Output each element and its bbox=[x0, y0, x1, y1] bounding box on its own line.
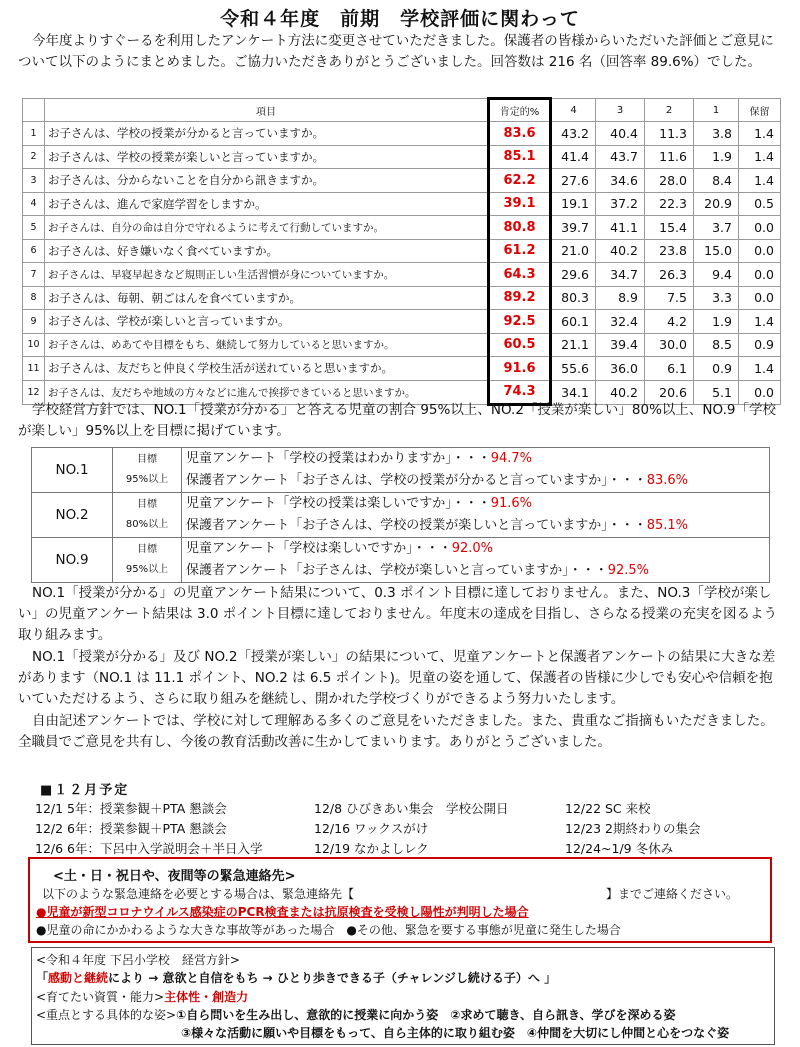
parent-survey-result bbox=[186, 560, 769, 582]
row-number: 12 bbox=[23, 380, 45, 405]
positive-percent: 80.8 bbox=[489, 216, 551, 240]
goal-target-label: 目標 bbox=[137, 499, 157, 510]
policy-focus bbox=[36, 1006, 676, 1023]
schedule-item: 12/1 5年：授業参観＋PTA 懇談会 bbox=[35, 801, 227, 816]
table-row bbox=[23, 310, 781, 334]
value-3: 36.0 bbox=[596, 357, 645, 381]
positive-percent: 85.1 bbox=[489, 145, 551, 169]
value-2: 7.5 bbox=[645, 286, 694, 310]
goal-number: NO.9 bbox=[32, 538, 113, 583]
value-1: 8.5 bbox=[694, 333, 739, 357]
table-row bbox=[23, 333, 781, 357]
parent-survey-value: 92.5% bbox=[607, 563, 650, 578]
value-1: 15.0 bbox=[694, 239, 739, 263]
table-row bbox=[23, 145, 781, 169]
value-1: 3.8 bbox=[694, 122, 739, 146]
value-2: 22.3 bbox=[645, 192, 694, 216]
table-row bbox=[23, 122, 781, 146]
emergency-contact-box bbox=[28, 857, 772, 943]
row-number: 5 bbox=[23, 216, 45, 240]
goal-number: NO.2 bbox=[32, 493, 113, 538]
emergency-line: 以下のような緊急連絡を必要とする場合は、緊急連絡先【 bbox=[42, 887, 355, 901]
question-text: お子さんは、進んで家庭学習をしますか。 bbox=[45, 192, 489, 216]
goal-target-value: 95%以上 bbox=[125, 474, 169, 485]
value-3: 34.7 bbox=[596, 263, 645, 287]
value-1: 9.4 bbox=[694, 263, 739, 287]
value-3: 32.4 bbox=[596, 310, 645, 334]
value-hold: 0.0 bbox=[739, 263, 781, 287]
header-2: 2 bbox=[645, 99, 694, 122]
value-hold: 0.5 bbox=[739, 192, 781, 216]
goal-target bbox=[113, 448, 182, 493]
emergency-item-covid: ●児童が新型コロナウイルス感染症のPCR検査または抗原検査を受検し陽性が判明した場合 bbox=[36, 905, 529, 919]
row-number: 9 bbox=[23, 310, 45, 334]
value-2: 26.3 bbox=[645, 263, 694, 287]
header-positive: 肯定的% bbox=[489, 99, 551, 122]
value-1: 8.4 bbox=[694, 169, 739, 193]
parent-survey-text: 保護者アンケート「お子さんは、学校の授業が分かると言っていますか」・・・ bbox=[186, 473, 647, 488]
value-3: 8.9 bbox=[596, 286, 645, 310]
schedule-item: 12/24~1/9 冬休み bbox=[565, 841, 674, 856]
positive-percent: 39.1 bbox=[489, 192, 551, 216]
child-survey-result bbox=[186, 538, 769, 560]
value-2: 6.1 bbox=[645, 357, 694, 381]
goal-results bbox=[182, 538, 770, 583]
value-1: 3.3 bbox=[694, 286, 739, 310]
question-text: お子さんは、毎朝、朝ごはんを食べていますか。 bbox=[45, 286, 489, 310]
child-survey-result bbox=[186, 493, 769, 515]
row-number: 8 bbox=[23, 286, 45, 310]
value-hold: 0.0 bbox=[739, 239, 781, 263]
value-3: 34.6 bbox=[596, 169, 645, 193]
positive-percent: 64.3 bbox=[489, 263, 551, 287]
table-row bbox=[23, 357, 781, 381]
schedule-item: 12/8 ひびきあい集会 学校公開日 bbox=[314, 801, 509, 816]
policy-motto bbox=[36, 969, 556, 986]
value-3: 40.4 bbox=[596, 122, 645, 146]
schedule-title: ■１２月予定 bbox=[40, 783, 130, 798]
question-text: お子さんは、好き嫌いなく食べていますか。 bbox=[45, 239, 489, 263]
header-3: 3 bbox=[596, 99, 645, 122]
policy-focus-2 bbox=[181, 1024, 729, 1041]
value-hold: 1.4 bbox=[739, 145, 781, 169]
goal-result-paragraph: NO.1「授業が分かる」の児童アンケート結果について、0.3 ポイント目標に達しておりません。また、NO.3「学校が楽しい」の児童アンケート結果は 3.0 ポイント目標に達しておりません。年度末の達成を目指し、さらなる授業の充実を図るよう取り組みます。 bbox=[18, 585, 778, 643]
question-text: お子さんは、学校が楽しいと言っていますか。 bbox=[45, 310, 489, 334]
child-survey-result bbox=[186, 448, 769, 470]
value-hold: 0.0 bbox=[739, 380, 781, 405]
value-3: 43.7 bbox=[596, 145, 645, 169]
gap-paragraph: NO.1「授業が分かる」及び NO.2「授業が楽しい」の結果について、児童アンケートと保護者アンケートの結果に大きな差があります（NO.1 は 11.1 ポイント、NO.2 は 6.5 ポイント)。児童の姿を通して、保護者の皆様に少しでも安心や信頼を抱いていただけるよう、さらに取り組みを継続し、開かれた学校づくりができるよう努力いたします。 bbox=[18, 649, 776, 707]
row-number: 3 bbox=[23, 169, 45, 193]
value-2: 23.8 bbox=[645, 239, 694, 263]
schedule-item: 12/6 6年：下呂中入学説明会＋半日入学 bbox=[35, 841, 263, 856]
value-1: 3.7 bbox=[694, 216, 739, 240]
focus-label: <重点とする具体的な姿> bbox=[36, 1008, 177, 1022]
row-number: 11 bbox=[23, 357, 45, 381]
parent-survey-result bbox=[186, 515, 769, 537]
value-4: 41.4 bbox=[551, 145, 596, 169]
page-title: 令和４年度 前期 学校評価に関わって bbox=[220, 8, 580, 30]
header-4: 4 bbox=[551, 99, 596, 122]
goal-row bbox=[32, 448, 770, 493]
goal-target-value: 95%以上 bbox=[125, 564, 169, 575]
value-2: 30.0 bbox=[645, 333, 694, 357]
table-row bbox=[23, 216, 781, 240]
value-4: 39.7 bbox=[551, 216, 596, 240]
motto-highlight: 感動と継続 bbox=[48, 971, 109, 985]
policy-heading: <令和４年度 下呂小学校 経営方針> bbox=[36, 953, 240, 967]
value-3: 40.2 bbox=[596, 239, 645, 263]
value-hold: 0.9 bbox=[739, 333, 781, 357]
value-hold: 0.0 bbox=[739, 286, 781, 310]
positive-percent: 62.2 bbox=[489, 169, 551, 193]
header-1: 1 bbox=[694, 99, 739, 122]
child-survey-value: 91.6% bbox=[490, 496, 533, 511]
value-4: 80.3 bbox=[551, 286, 596, 310]
question-text: お子さんは、早寝早起きなど規則正しい生活習慣が身についていますか。 bbox=[45, 263, 489, 287]
value-4: 19.1 bbox=[551, 192, 596, 216]
positive-percent: 74.3 bbox=[489, 380, 551, 405]
motto-rest: により → 意欲と自信をもち → ひとり歩きできる子（チャレンジし続ける子）へ 」 bbox=[108, 971, 557, 985]
value-hold: 1.4 bbox=[739, 310, 781, 334]
value-2: 4.2 bbox=[645, 310, 694, 334]
abilities-label: <育てたい資質・能力> bbox=[36, 990, 165, 1004]
value-2: 11.6 bbox=[645, 145, 694, 169]
goal-target-label: 目標 bbox=[137, 454, 157, 465]
parent-survey-result bbox=[186, 470, 769, 492]
question-text: お子さんは、学校の授業が楽しいと言っていますか。 bbox=[45, 145, 489, 169]
positive-percent: 60.5 bbox=[489, 333, 551, 357]
question-text: お子さんは、分からないことを自分から訊きますか。 bbox=[45, 169, 489, 193]
value-1: 1.9 bbox=[694, 145, 739, 169]
focus-text-2: ③様々な活動に願いや目標をもって、自ら主体的に取り組む姿 ④仲間を大切にし仲間と心をつなぐ姿 bbox=[181, 1026, 730, 1040]
value-1: 5.1 bbox=[694, 380, 739, 405]
value-hold: 1.4 bbox=[739, 122, 781, 146]
value-4: 27.6 bbox=[551, 169, 596, 193]
child-survey-text: 児童アンケート「学校の授業は楽しいですか」・・・ bbox=[186, 496, 491, 511]
question-text: お子さんは、友だちや地域の方々などに進んで挨拶できていると思いますか。 bbox=[45, 380, 489, 405]
value-2: 15.4 bbox=[645, 216, 694, 240]
value-2: 28.0 bbox=[645, 169, 694, 193]
value-hold: 0.0 bbox=[739, 216, 781, 240]
value-2: 20.6 bbox=[645, 380, 694, 405]
positive-percent: 83.6 bbox=[489, 122, 551, 146]
goal-row bbox=[32, 493, 770, 538]
survey-results-table bbox=[22, 97, 781, 406]
free-comment-paragraph: 自由記述アンケートでは、学校に対して理解ある多くのご意見をいただきました。また、貴重なご指摘もいただきました。全職員でご意見を共有し、今後の教育活動改善に生かしてまいります。ありがとうございました。 bbox=[18, 713, 774, 750]
child-survey-text: 児童アンケート「学校の授業はわかりますか」・・・ bbox=[186, 451, 491, 466]
school-policy-box bbox=[31, 947, 775, 1045]
table-row bbox=[23, 169, 781, 193]
goal-target-label: 目標 bbox=[137, 544, 157, 555]
policy-abilities bbox=[36, 988, 248, 1005]
value-3: 40.2 bbox=[596, 380, 645, 405]
value-4: 34.1 bbox=[551, 380, 596, 405]
value-3: 37.2 bbox=[596, 192, 645, 216]
positive-percent: 91.6 bbox=[489, 357, 551, 381]
goal-row bbox=[32, 538, 770, 583]
value-1: 20.9 bbox=[694, 192, 739, 216]
value-1: 0.9 bbox=[694, 357, 739, 381]
header-hold: 保留 bbox=[739, 99, 781, 122]
question-text: お子さんは、自分の命は自分で守れるように考えて行動していますか。 bbox=[45, 216, 489, 240]
emergency-line-end: 】までご連絡ください。 bbox=[606, 887, 739, 901]
positive-percent: 61.2 bbox=[489, 239, 551, 263]
header-no bbox=[23, 99, 45, 122]
row-number: 1 bbox=[23, 122, 45, 146]
focus-text: ①自ら問いを生み出し、意欲的に授業に向かう姿 ②求めて聴き、自ら訊き、学びを深める姿 bbox=[176, 1008, 676, 1022]
parent-survey-text: 保護者アンケート「お子さんは、学校が楽しいと言っていますか」・・・ bbox=[186, 563, 608, 578]
goal-target bbox=[113, 538, 182, 583]
row-number: 4 bbox=[23, 192, 45, 216]
child-survey-text: 児童アンケート「学校は楽しいですか」・・・ bbox=[186, 541, 452, 556]
goal-target-value: 80%以上 bbox=[125, 519, 169, 530]
table-row bbox=[23, 263, 781, 287]
value-4: 55.6 bbox=[551, 357, 596, 381]
table-header-row bbox=[23, 99, 781, 122]
emergency-item-other: ●児童の命にかかわるような大きな事故等があった場合 ●その他、緊急を要する事態が児童に発生した場合 bbox=[36, 923, 621, 937]
question-text: お子さんは、学校の授業が分かると言っていますか。 bbox=[45, 122, 489, 146]
row-number: 6 bbox=[23, 239, 45, 263]
positive-percent: 92.5 bbox=[489, 310, 551, 334]
schedule-item: 12/23 2期終わりの集会 bbox=[565, 821, 701, 836]
row-number: 7 bbox=[23, 263, 45, 287]
value-4: 60.1 bbox=[551, 310, 596, 334]
value-3: 39.4 bbox=[596, 333, 645, 357]
goal-number: NO.1 bbox=[32, 448, 113, 493]
goal-results bbox=[182, 493, 770, 538]
schedule-item: 12/22 SC 来校 bbox=[565, 801, 651, 816]
schedule-item: 12/16 ワックスがけ bbox=[314, 821, 429, 836]
value-1: 1.9 bbox=[694, 310, 739, 334]
parent-survey-value: 85.1% bbox=[646, 518, 689, 533]
emergency-heading: <土・日・祝日や、夜間等の緊急連絡先> bbox=[53, 869, 296, 884]
value-hold: 1.4 bbox=[739, 169, 781, 193]
table-row bbox=[23, 192, 781, 216]
value-3: 41.1 bbox=[596, 216, 645, 240]
child-survey-value: 92.0% bbox=[451, 541, 494, 556]
goals-table bbox=[31, 447, 770, 583]
abilities-value: 主体性・創造力 bbox=[164, 990, 249, 1004]
question-text: お子さんは、友だちと仲良く学校生活が送れていると思いますか。 bbox=[45, 357, 489, 381]
table-row bbox=[23, 239, 781, 263]
policy-intro-paragraph: 学校経営方針では、NO.1「授業が分かる」と答える児童の割合 95%以上、NO.2「授業が楽しい」80%以上、NO.9「学校が楽しい」95%以上を目標に掲げています。 bbox=[18, 402, 776, 439]
header-item: 項目 bbox=[45, 99, 489, 122]
question-text: お子さんは、めあてや目標をもち、継続して努力していると思いますか。 bbox=[45, 333, 489, 357]
row-number: 2 bbox=[23, 145, 45, 169]
parent-survey-text: 保護者アンケート「お子さんは、学校の授業が楽しいと言っていますか」・・・ bbox=[186, 518, 647, 533]
positive-percent: 89.2 bbox=[489, 286, 551, 310]
schedule-item: 12/2 6年：授業参観＋PTA 懇談会 bbox=[35, 821, 227, 836]
goal-target bbox=[113, 493, 182, 538]
value-4: 21.1 bbox=[551, 333, 596, 357]
value-hold: 1.4 bbox=[739, 357, 781, 381]
motto-open: 「 bbox=[36, 971, 49, 985]
row-number: 10 bbox=[23, 333, 45, 357]
child-survey-value: 94.7% bbox=[490, 451, 533, 466]
goal-results bbox=[182, 448, 770, 493]
intro-paragraph: 今年度よりすぐーるを利用したアンケート方法に変更させていただきました。保護者の皆様からいただいた評価とご意見について以下のようにまとめました。ご協力いただきありがとうございました。回答数は 216 名（回答率 89.6%）でした。 bbox=[18, 33, 774, 70]
value-4: 29.6 bbox=[551, 263, 596, 287]
schedule-item: 12/19 なかよしレク bbox=[314, 841, 429, 856]
value-2: 11.3 bbox=[645, 122, 694, 146]
value-4: 43.2 bbox=[551, 122, 596, 146]
table-row bbox=[23, 286, 781, 310]
parent-survey-value: 83.6% bbox=[646, 473, 689, 488]
value-4: 21.0 bbox=[551, 239, 596, 263]
